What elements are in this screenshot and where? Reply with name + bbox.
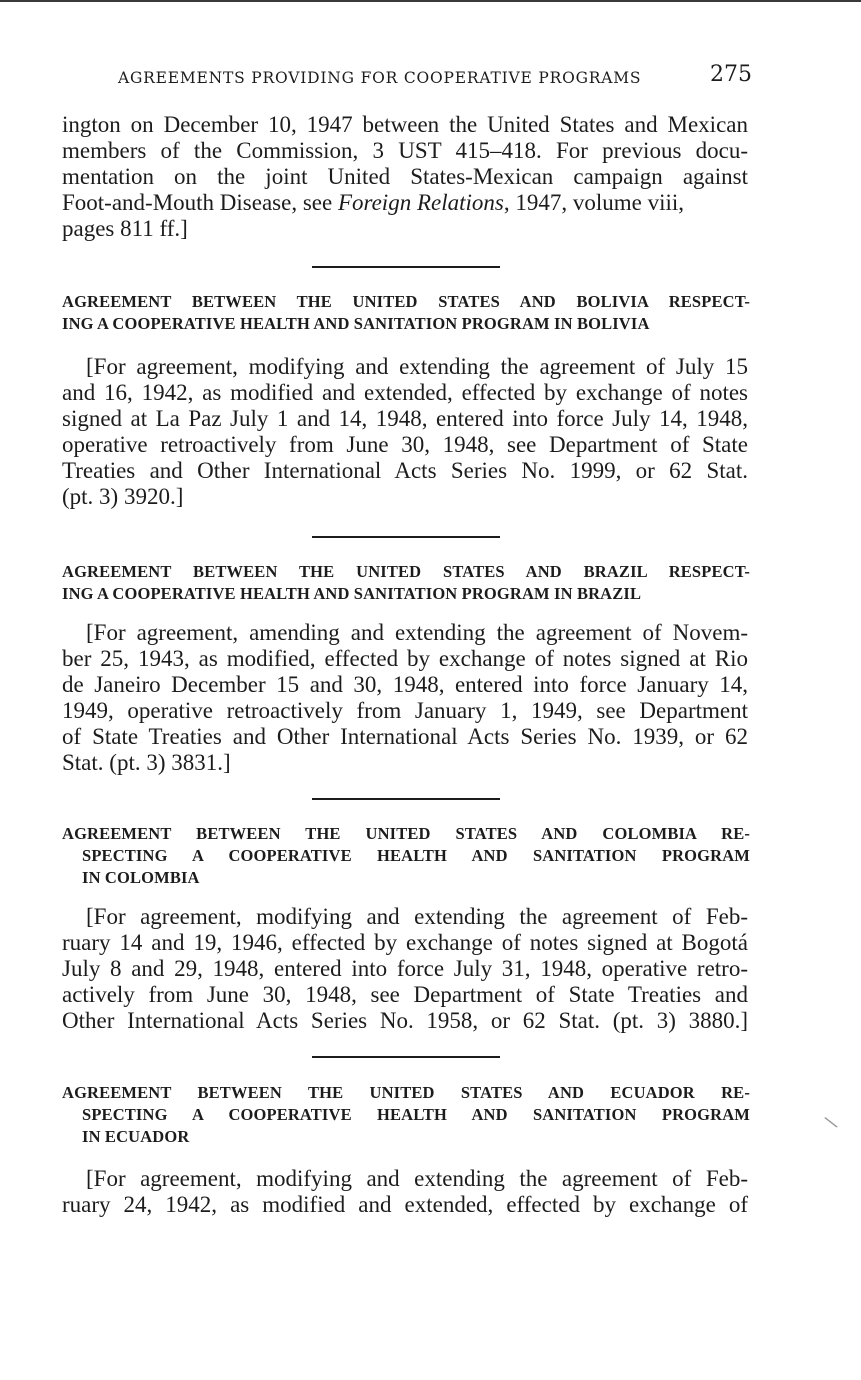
text-line: (pt. 3) 3920.] xyxy=(62,484,184,509)
text-line: de Janeiro December 15 and 30, 1948, entered into force January 14, xyxy=(62,672,748,697)
text-line: [For agreement, amending and extending the agreement of Novem- xyxy=(86,620,748,645)
heading-line: SPECTING A COOPERATIVE HEALTH AND SANITATION PROGRAM xyxy=(82,846,750,865)
section-heading-brazil xyxy=(62,561,750,605)
text-line: [For agreement, modifying and extending the agreement of Feb- xyxy=(86,1166,748,1191)
heading-line: ING A COOPERATIVE HEALTH AND SANITATION PROGRAM IN BRAZIL xyxy=(62,584,642,603)
heading-line: SPECTING A COOPERATIVE HEALTH AND SANITATION PROGRAM xyxy=(82,1105,750,1124)
text-line: July 8 and 29, 1948, entered into force July 31, 1948, operative retro- xyxy=(62,956,748,981)
margin-mark: \ xyxy=(822,1112,840,1133)
heading-line: AGREEMENT BETWEEN THE UNITED STATES AND COLOMBIA RE- xyxy=(62,824,750,843)
section-divider xyxy=(312,1056,500,1058)
text-line: of State Treaties and Other International Acts Series No. 1939, or 62 xyxy=(62,724,748,749)
text-line: ruary 24, 1942, as modified and extended, effected by exchange of xyxy=(62,1192,748,1217)
text-line: pages 811 ff.] xyxy=(62,216,188,241)
section-body-brazil xyxy=(62,620,748,776)
text-run: Foot-and-Mouth Disease, see xyxy=(62,190,338,215)
text-line: ber 25, 1943, as modified, effected by exchange of notes signed at Rio xyxy=(62,646,748,671)
text-run: , 1947, volume viii, xyxy=(503,190,684,215)
running-head-title: AGREEMENTS PROVIDING FOR COOPERATIVE PROGRAMS xyxy=(118,69,642,87)
running-head xyxy=(62,62,752,94)
section-divider xyxy=(312,798,500,800)
section-body-ecuador xyxy=(62,1166,748,1218)
section-body-colombia xyxy=(62,904,748,1034)
page-number: 275 xyxy=(710,62,752,87)
top-edge-rule xyxy=(0,0,861,2)
italic-title: Foreign Relations xyxy=(337,190,504,215)
text-line: operative retroactively from June 30, 1948, see Department of State xyxy=(62,432,748,457)
section-heading-colombia xyxy=(62,823,750,889)
text-line xyxy=(62,190,748,216)
text-line: mentation on the joint United States-Mexican campaign against xyxy=(62,164,748,189)
text-line: [For agreement, modifying and extending the agreement of July 15 xyxy=(86,354,748,379)
section-heading-ecuador xyxy=(62,1082,750,1148)
heading-line: ING A COOPERATIVE HEALTH AND SANITATION PROGRAM IN BOLIVIA xyxy=(62,314,650,333)
text-line: Other International Acts Series No. 1958, or 62 Stat. (pt. 3) 3880.] xyxy=(62,1008,748,1033)
heading-line: IN COLOMBIA xyxy=(82,868,200,887)
text-line: 1949, operative retroactively from January 1, 1949, see Department xyxy=(62,698,748,723)
text-line: [For agreement, modifying and extending the agreement of Feb- xyxy=(86,904,748,929)
heading-line: IN ECUADOR xyxy=(82,1127,190,1146)
text-line: and 16, 1942, as modified and extended, effected by exchange of notes xyxy=(62,380,748,405)
heading-line: AGREEMENT BETWEEN THE UNITED STATES AND BOLIVIA RESPECT- xyxy=(62,292,750,311)
section-divider xyxy=(312,266,500,268)
heading-line: AGREEMENT BETWEEN THE UNITED STATES AND BRAZIL RESPECT- xyxy=(62,562,750,581)
text-line: members of the Commission, 3 UST 415–418. For previous docu- xyxy=(62,138,748,163)
section-heading-bolivia xyxy=(62,291,750,335)
intro-paragraph xyxy=(62,112,748,242)
text-line: signed at La Paz July 1 and 14, 1948, entered into force July 14, 1948, xyxy=(62,406,748,431)
heading-line: AGREEMENT BETWEEN THE UNITED STATES AND ECUADOR RE- xyxy=(62,1083,750,1102)
section-body-bolivia xyxy=(62,354,748,510)
text-line: Treaties and Other International Acts Series No. 1999, or 62 Stat. xyxy=(62,458,748,483)
text-line: ington on December 10, 1947 between the United States and Mexican xyxy=(62,112,748,137)
section-divider xyxy=(312,536,500,538)
text-line: Stat. (pt. 3) 3831.] xyxy=(62,750,231,775)
text-line: ruary 14 and 19, 1946, effected by exchange of notes signed at Bogotá xyxy=(62,930,748,955)
text-line: actively from June 30, 1948, see Department of State Treaties and xyxy=(62,982,748,1007)
